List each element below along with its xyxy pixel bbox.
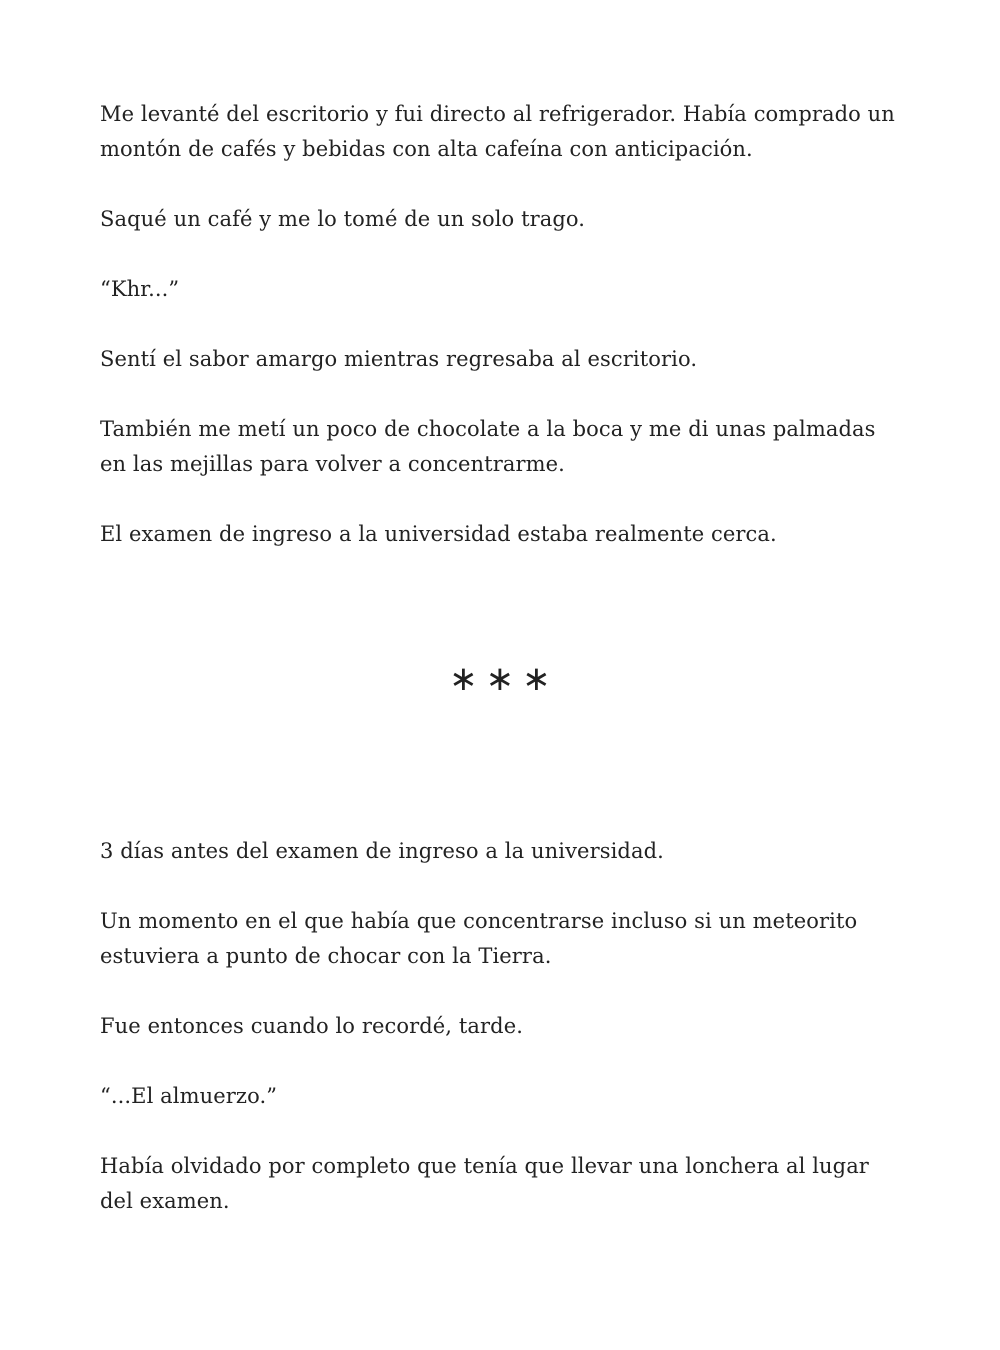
paragraph: 3 días antes del examen de ingreso a la universidad.: [100, 839, 664, 863]
paragraph: Había olvidado por completo que tenía que llevar una lonchera al lugar del examen.: [100, 1154, 869, 1213]
paragraph: También me metí un poco de chocolate a la boca y me di unas palmadas en las mejillas para volver a concentrarme.: [100, 417, 876, 476]
section-separator: ∗∗∗: [449, 659, 559, 699]
paragraph: El examen de ingreso a la universidad estaba realmente cerca.: [100, 522, 777, 546]
paragraph: Un momento en el que había que concentrarse incluso si un meteorito estuviera a punto de chocar con la Tierra.: [100, 909, 858, 968]
page-body: [100, 97, 900, 1254]
dialogue-line: “...El almuerzo.”: [100, 1084, 278, 1108]
paragraph: Sentí el sabor amargo mientras regresaba al escritorio.: [100, 347, 698, 371]
paragraph: Saqué un café y me lo tomé de un solo trago.: [100, 207, 586, 231]
paragraph: Fue entonces cuando lo recordé, tarde.: [100, 1014, 523, 1038]
paragraph: Me levanté del escritorio y fui directo al refrigerador. Había comprado un montón de cafés y bebidas con alta cafeína con anticipación.: [100, 102, 895, 161]
dialogue-line: “Khr...”: [100, 277, 180, 301]
